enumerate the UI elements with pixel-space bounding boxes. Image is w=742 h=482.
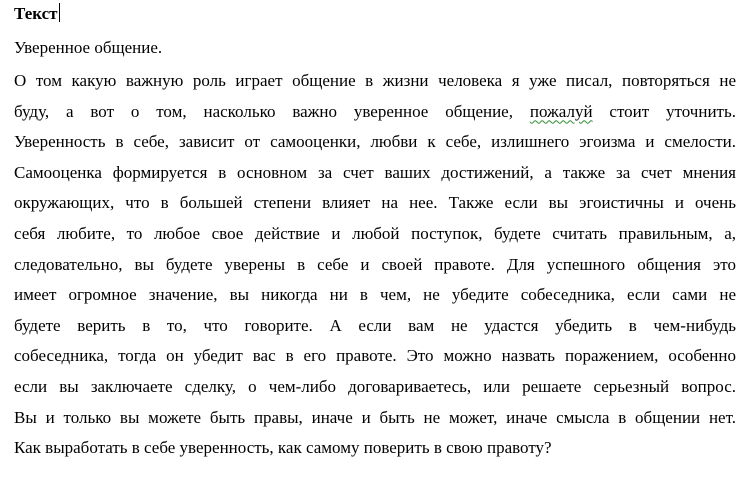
paragraph-line: следовательно, вы будете уверены в себе и своей правоте. Для успешного общения это [14, 254, 736, 274]
paragraph-line: собеседника, тогда он убедит вас в его правоте. Это можно назвать поражением, особенно [14, 346, 736, 366]
spelling-flagged-word[interactable]: пожалуй [529, 101, 593, 121]
heading-line[interactable] [14, 1, 736, 27]
paragraph-line: себя любите, то любое свое действие и любой поступок, будете считать правильным, а, [14, 223, 736, 243]
paragraph-line: окружающих, что в большей степени влияет на нее. Также если вы эгоистичны и очень [14, 193, 736, 213]
paragraph-line: будете верить в то, что говорите. А если вам не удастся убедить в чем-нибудь [14, 315, 736, 335]
line-text: буду, а вот о том, насколько важно уверенное общение, [14, 101, 530, 121]
paragraph-line: Самооценка формируется в основном за счет ваших достижений, а также за счет мнения [14, 162, 736, 182]
text-cursor [59, 3, 60, 22]
paragraph-line: если вы заключаете сделку, о чем-либо договариваетесь, или решаете серьезный вопрос. [14, 376, 736, 396]
paragraph-line: имеет огромное значение, вы никогда ни в чем, не убедите собеседника, если сами не [14, 285, 736, 305]
line-text: стоит уточнить. [592, 101, 736, 121]
paragraph-line: Уверенность в себе, зависит от самооценки, любви к себе, излишнего эгоизма и смелости. [14, 132, 736, 152]
paragraph-line: Как выработать в себе уверенность, как самому поверить в свою правоту? [14, 438, 552, 458]
paragraph-line: Вы и только вы можете быть правы, иначе и быть не может, иначе смысла в общении нет. [14, 407, 736, 427]
document-heading: Текст [14, 4, 58, 23]
paragraph-line: О том какую важную роль играет общение в жизни человека я уже писал, повторяться не [14, 71, 736, 90]
paragraph-line [14, 97, 736, 128]
document-subtitle: Уверенное общение. [14, 38, 163, 57]
body-paragraph[interactable] [14, 66, 736, 464]
